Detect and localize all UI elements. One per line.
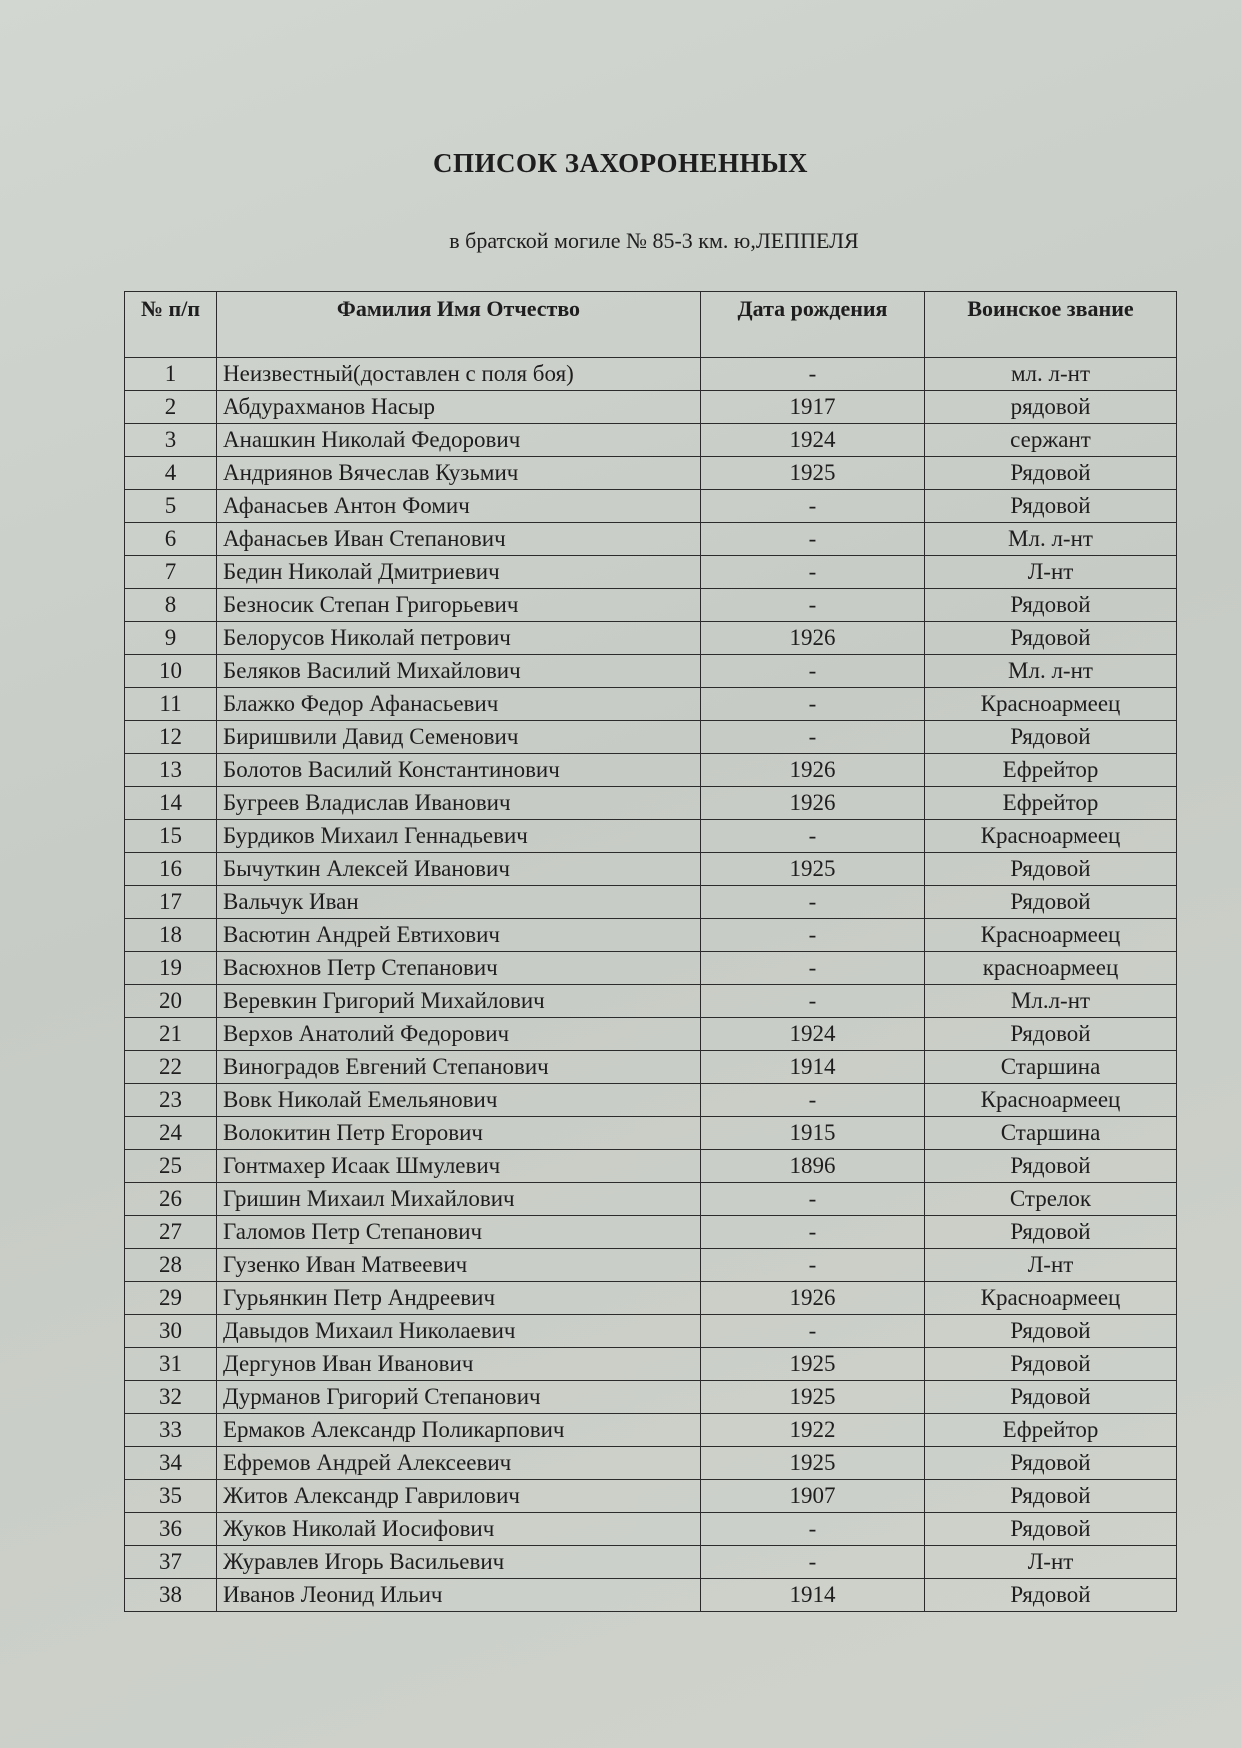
row-full-name: Безносик Степан Григорьевич <box>217 589 701 622</box>
row-number: 33 <box>125 1414 217 1447</box>
row-number: 37 <box>125 1546 217 1579</box>
row-birth-year: - <box>701 1315 925 1348</box>
table-row <box>125 1117 1177 1150</box>
row-birth-year: - <box>701 919 925 952</box>
table-row <box>125 1381 1177 1414</box>
row-number: 17 <box>125 886 217 919</box>
row-full-name: Волокитин Петр Егорович <box>217 1117 701 1150</box>
table-row <box>125 754 1177 787</box>
table-row <box>125 556 1177 589</box>
row-full-name: Андриянов Вячеслав Кузьмич <box>217 457 701 490</box>
row-full-name: Жуков Николай Иосифович <box>217 1513 701 1546</box>
row-military-rank: Красноармеец <box>925 1084 1177 1117</box>
table-row <box>125 391 1177 424</box>
row-military-rank: Старшина <box>925 1051 1177 1084</box>
table-row <box>125 1018 1177 1051</box>
row-number: 34 <box>125 1447 217 1480</box>
row-birth-year: 1922 <box>701 1414 925 1447</box>
table-row <box>125 952 1177 985</box>
row-birth-year: - <box>701 358 925 391</box>
row-birth-year: - <box>701 688 925 721</box>
table-row <box>125 886 1177 919</box>
table-row <box>125 424 1177 457</box>
table-row <box>125 1051 1177 1084</box>
row-number: 36 <box>125 1513 217 1546</box>
row-military-rank: Красноармеец <box>925 1282 1177 1315</box>
row-full-name: Неизвестный(доставлен с поля боя) <box>217 358 701 391</box>
row-full-name: Васютин Андрей Евтихович <box>217 919 701 952</box>
table-row <box>125 1183 1177 1216</box>
row-birth-year: 1896 <box>701 1150 925 1183</box>
row-military-rank: Рядовой <box>925 721 1177 754</box>
row-military-rank: Рядовой <box>925 1216 1177 1249</box>
row-full-name: Абдурахманов Насыр <box>217 391 701 424</box>
row-full-name: Ермаков Александр Поликарпович <box>217 1414 701 1447</box>
row-number: 24 <box>125 1117 217 1150</box>
row-number: 9 <box>125 622 217 655</box>
table-row <box>125 853 1177 886</box>
row-birth-year: - <box>701 1546 925 1579</box>
table-row <box>125 1480 1177 1513</box>
row-birth-year: 1914 <box>701 1051 925 1084</box>
row-full-name: Блажко Федор Афанасьевич <box>217 688 701 721</box>
row-full-name: Житов Александр Гаврилович <box>217 1480 701 1513</box>
row-full-name: Журавлев Игорь Васильевич <box>217 1546 701 1579</box>
row-full-name: Виноградов Евгений Степанович <box>217 1051 701 1084</box>
row-number: 20 <box>125 985 217 1018</box>
row-military-rank: Красноармеец <box>925 688 1177 721</box>
row-military-rank: Ефрейтор <box>925 787 1177 820</box>
row-full-name: Биришвили Давид Семенович <box>217 721 701 754</box>
row-number: 10 <box>125 655 217 688</box>
row-military-rank: Рядовой <box>925 589 1177 622</box>
row-birth-year: - <box>701 820 925 853</box>
table-row <box>125 457 1177 490</box>
table-row <box>125 1282 1177 1315</box>
row-number: 30 <box>125 1315 217 1348</box>
row-military-rank: Рядовой <box>925 1315 1177 1348</box>
table-body <box>125 358 1177 1612</box>
row-military-rank: Л-нт <box>925 556 1177 589</box>
page-subtitle: в братской могиле № 85-3 км. ю,ЛЕППЕЛЯ <box>449 228 859 253</box>
row-birth-year: - <box>701 490 925 523</box>
row-birth-year: 1925 <box>701 1381 925 1414</box>
row-number: 18 <box>125 919 217 952</box>
row-number: 27 <box>125 1216 217 1249</box>
table-row <box>125 985 1177 1018</box>
row-military-rank: Красноармеец <box>925 820 1177 853</box>
table-row <box>125 1315 1177 1348</box>
row-birth-year: 1925 <box>701 1447 925 1480</box>
row-full-name: Бычуткин Алексей Иванович <box>217 853 701 886</box>
row-birth-year: 1924 <box>701 1018 925 1051</box>
row-military-rank: Рядовой <box>925 1447 1177 1480</box>
row-military-rank: Стрелок <box>925 1183 1177 1216</box>
row-full-name: Веревкин Григорий Михайлович <box>217 985 701 1018</box>
table-row <box>125 490 1177 523</box>
row-military-rank: Старшина <box>925 1117 1177 1150</box>
row-birth-year: 1926 <box>701 1282 925 1315</box>
row-full-name: Анашкин Николай Федорович <box>217 424 701 457</box>
row-number: 22 <box>125 1051 217 1084</box>
page-title: СПИСОК ЗАХОРОНЕННЫХ <box>432 148 809 178</box>
row-birth-year: 1925 <box>701 457 925 490</box>
table-row <box>125 523 1177 556</box>
row-birth-year: 1907 <box>701 1480 925 1513</box>
row-number: 12 <box>125 721 217 754</box>
table-row <box>125 1084 1177 1117</box>
row-number: 28 <box>125 1249 217 1282</box>
row-number: 14 <box>125 787 217 820</box>
row-full-name: Галомов Петр Степанович <box>217 1216 701 1249</box>
row-full-name: Белорусов Николай петрович <box>217 622 701 655</box>
row-birth-year: 1917 <box>701 391 925 424</box>
row-full-name: Гонтмахер Исаак Шмулевич <box>217 1150 701 1183</box>
table-row <box>125 655 1177 688</box>
row-military-rank: Л-нт <box>925 1546 1177 1579</box>
table-header-row <box>125 292 1177 358</box>
row-number: 11 <box>125 688 217 721</box>
burial-list-table <box>124 291 1177 1612</box>
row-number: 5 <box>125 490 217 523</box>
row-number: 8 <box>125 589 217 622</box>
row-number: 2 <box>125 391 217 424</box>
row-number: 6 <box>125 523 217 556</box>
row-number: 29 <box>125 1282 217 1315</box>
row-birth-year: 1914 <box>701 1579 925 1612</box>
row-military-rank: Рядовой <box>925 490 1177 523</box>
table-row <box>125 1546 1177 1579</box>
row-full-name: Вовк Николай Емельянович <box>217 1084 701 1117</box>
row-full-name: Верхов Анатолий Федорович <box>217 1018 701 1051</box>
row-birth-year: - <box>701 886 925 919</box>
row-number: 4 <box>125 457 217 490</box>
header-military-rank: Воинское звание <box>925 292 1177 358</box>
row-birth-year: - <box>701 556 925 589</box>
table-row <box>125 1216 1177 1249</box>
row-number: 25 <box>125 1150 217 1183</box>
row-number: 35 <box>125 1480 217 1513</box>
row-full-name: Бедин Николай Дмитриевич <box>217 556 701 589</box>
table-row <box>125 1249 1177 1282</box>
row-military-rank: Рядовой <box>925 886 1177 919</box>
row-number: 21 <box>125 1018 217 1051</box>
row-birth-year: - <box>701 1084 925 1117</box>
row-number: 38 <box>125 1579 217 1612</box>
table-row <box>125 919 1177 952</box>
table-row <box>125 820 1177 853</box>
row-military-rank: Рядовой <box>925 1480 1177 1513</box>
table-row <box>125 1579 1177 1612</box>
row-full-name: Бурдиков Михаил Геннадьевич <box>217 820 701 853</box>
row-full-name: Давыдов Михаил Николаевич <box>217 1315 701 1348</box>
row-birth-year: - <box>701 1513 925 1546</box>
table-row <box>125 1447 1177 1480</box>
row-birth-year: - <box>701 589 925 622</box>
row-military-rank: Мл.л-нт <box>925 985 1177 1018</box>
header-number: № п/п <box>125 292 217 358</box>
row-full-name: Гузенко Иван Матвеевич <box>217 1249 701 1282</box>
row-number: 3 <box>125 424 217 457</box>
row-number: 32 <box>125 1381 217 1414</box>
row-full-name: Бугреев Владислав Иванович <box>217 787 701 820</box>
row-military-rank: Л-нт <box>925 1249 1177 1282</box>
row-military-rank: сержант <box>925 424 1177 457</box>
row-military-rank: Красноармеец <box>925 919 1177 952</box>
row-military-rank: Мл. л-нт <box>925 523 1177 556</box>
row-full-name: Гурьянкин Петр Андреевич <box>217 1282 701 1315</box>
row-birth-year: - <box>701 1216 925 1249</box>
table-row <box>125 1513 1177 1546</box>
row-number: 1 <box>125 358 217 391</box>
table-row <box>125 1348 1177 1381</box>
row-birth-year: - <box>701 1183 925 1216</box>
table-row <box>125 358 1177 391</box>
row-birth-year: - <box>701 523 925 556</box>
row-number: 31 <box>125 1348 217 1381</box>
row-birth-year: 1925 <box>701 1348 925 1381</box>
row-military-rank: Рядовой <box>925 457 1177 490</box>
row-number: 26 <box>125 1183 217 1216</box>
row-full-name: Дергунов Иван Иванович <box>217 1348 701 1381</box>
row-birth-year: 1926 <box>701 622 925 655</box>
row-full-name: Афанасьев Антон Фомич <box>217 490 701 523</box>
row-military-rank: Рядовой <box>925 1018 1177 1051</box>
row-military-rank: Рядовой <box>925 1348 1177 1381</box>
row-military-rank: Рядовой <box>925 1579 1177 1612</box>
row-number: 19 <box>125 952 217 985</box>
row-full-name: Дурманов Григорий Степанович <box>217 1381 701 1414</box>
row-birth-year: 1915 <box>701 1117 925 1150</box>
row-number: 13 <box>125 754 217 787</box>
row-military-rank: Рядовой <box>925 1150 1177 1183</box>
row-military-rank: Рядовой <box>925 853 1177 886</box>
row-birth-year: - <box>701 655 925 688</box>
row-military-rank: Мл. л-нт <box>925 655 1177 688</box>
row-military-rank: Рядовой <box>925 1513 1177 1546</box>
row-birth-year: - <box>701 952 925 985</box>
row-military-rank: Ефрейтор <box>925 754 1177 787</box>
row-military-rank: Ефрейтор <box>925 1414 1177 1447</box>
table-row <box>125 787 1177 820</box>
header-birth-year: Дата рождения <box>701 292 925 358</box>
row-full-name: Иванов Леонид Ильич <box>217 1579 701 1612</box>
row-number: 16 <box>125 853 217 886</box>
row-birth-year: - <box>701 985 925 1018</box>
row-full-name: Афанасьев Иван Степанович <box>217 523 701 556</box>
row-birth-year: - <box>701 721 925 754</box>
table-row <box>125 1414 1177 1447</box>
table-row <box>125 1150 1177 1183</box>
table-row <box>125 688 1177 721</box>
row-birth-year: 1926 <box>701 754 925 787</box>
row-full-name: Беляков Василий Михайлович <box>217 655 701 688</box>
row-number: 7 <box>125 556 217 589</box>
row-birth-year: 1926 <box>701 787 925 820</box>
row-military-rank: рядовой <box>925 391 1177 424</box>
table-row <box>125 622 1177 655</box>
header-full-name: Фамилия Имя Отчество <box>217 292 701 358</box>
row-full-name: Гришин Михаил Михайлович <box>217 1183 701 1216</box>
row-military-rank: Рядовой <box>925 622 1177 655</box>
row-full-name: Васюхнов Петр Степанович <box>217 952 701 985</box>
row-military-rank: Рядовой <box>925 1381 1177 1414</box>
row-birth-year: 1925 <box>701 853 925 886</box>
row-number: 15 <box>125 820 217 853</box>
row-full-name: Ефремов Андрей Алексеевич <box>217 1447 701 1480</box>
table-row <box>125 589 1177 622</box>
row-military-rank: мл. л-нт <box>925 358 1177 391</box>
row-full-name: Вальчук Иван <box>217 886 701 919</box>
row-full-name: Болотов Василий Константинович <box>217 754 701 787</box>
row-military-rank: красноармеец <box>925 952 1177 985</box>
table-row <box>125 721 1177 754</box>
row-birth-year: 1924 <box>701 424 925 457</box>
row-birth-year: - <box>701 1249 925 1282</box>
row-number: 23 <box>125 1084 217 1117</box>
